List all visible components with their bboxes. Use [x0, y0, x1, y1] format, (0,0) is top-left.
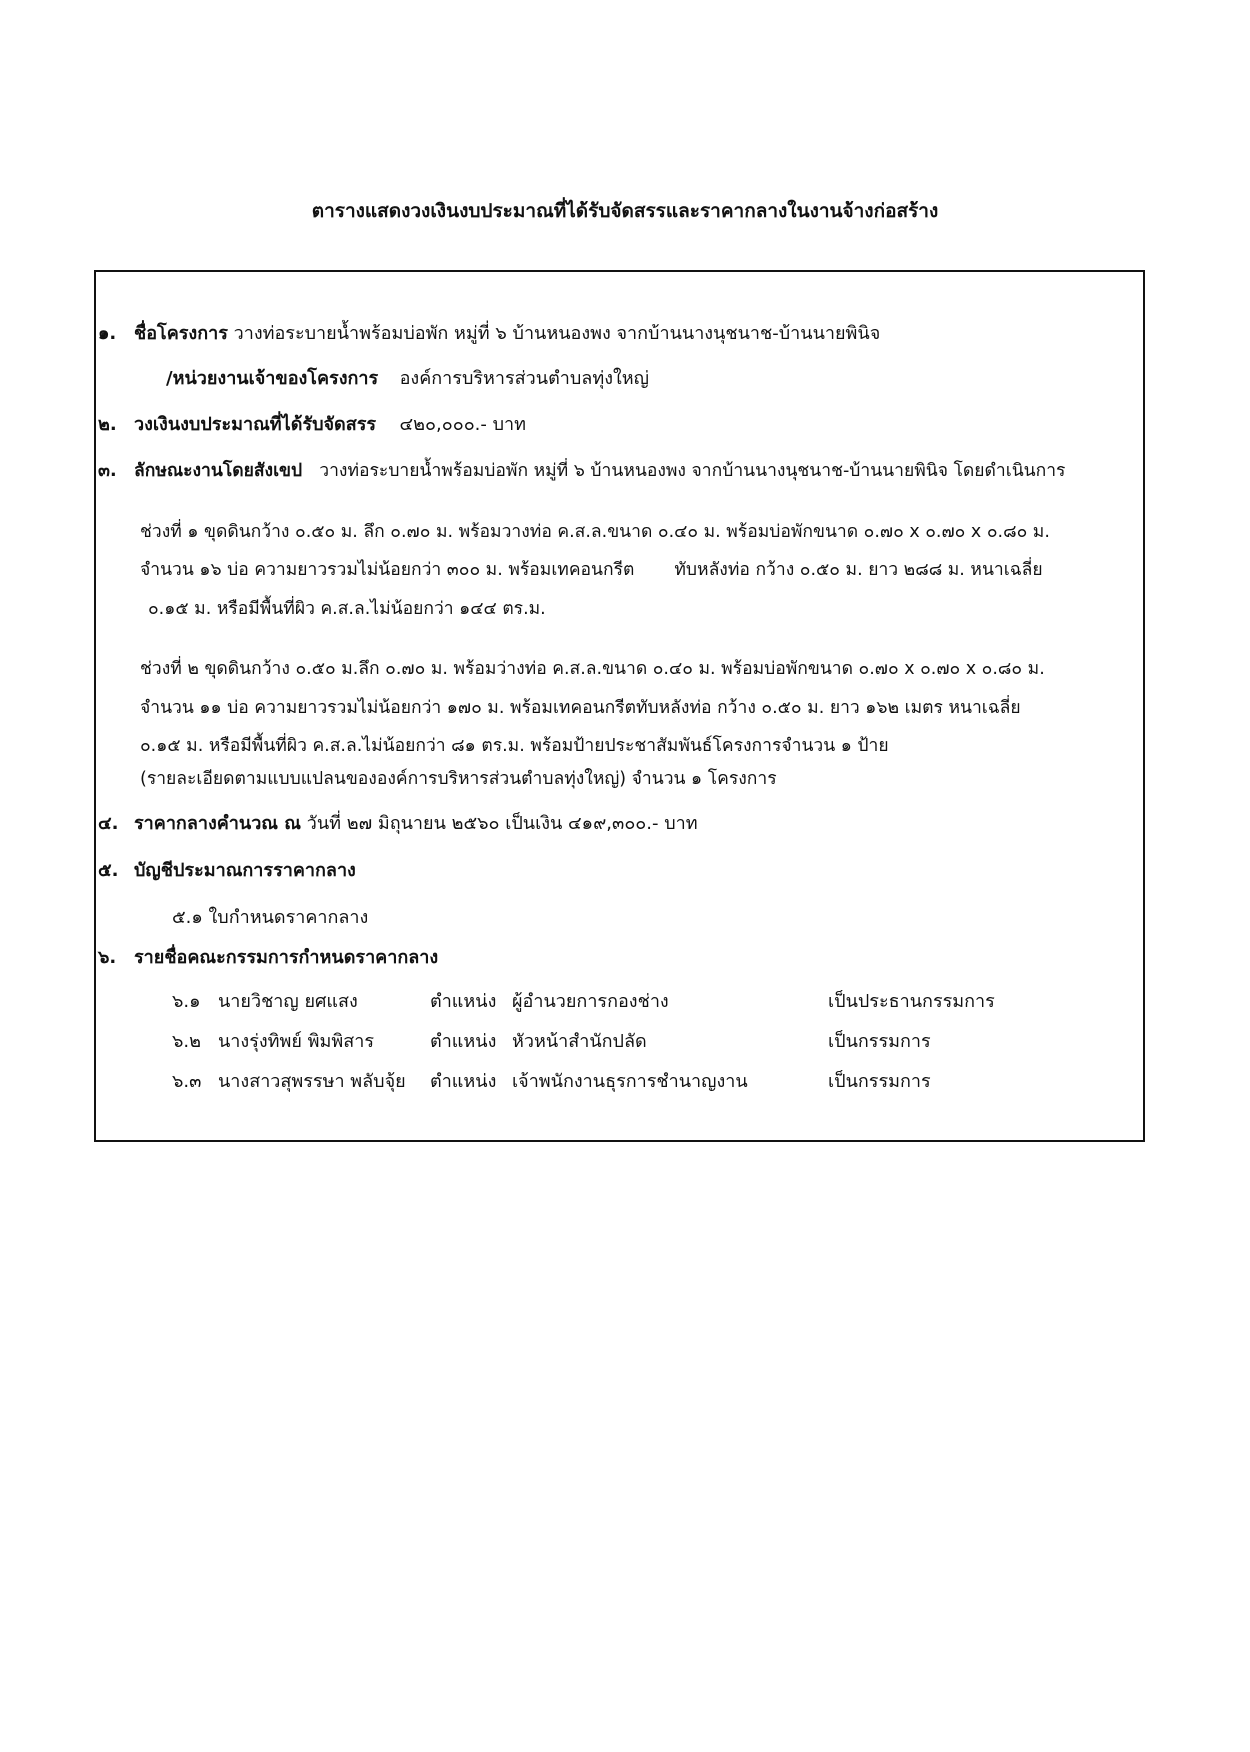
page-title: ตารางแสดงวงเงินงบประมาณที่ได้รับจัดสรรและราคากลางในงานจ้างก่อสร้าง [311, 200, 939, 222]
item-number: ๒. [98, 414, 117, 435]
item-value: ๔๒๐,๐๐๐.- บาท [399, 414, 527, 435]
member-name: นางสาวสุพรรษา พลับจุ้ย [218, 1071, 406, 1092]
section2-line3: ๐.๑๕ ม. หรือมีพื้นที่ผิว ค.ส.ล.ไม่น้อยกว่า ๘๑ ตร.ม. พร้อมป้ายประชาสัมพันธ์โครงการจำนวน ๑ ป้าย [140, 736, 889, 756]
item-value: วางท่อระบายน้ำพร้อมบ่อพัก หมู่ที่ ๖ บ้านหนองพง จากบ้านนางนุชนาช-บ้านนายพินิจ โดยดำเนินการ [319, 461, 1066, 481]
section1-line2-a: จำนวน ๑๖ บ่อ ความยาวรวมไม่น้อยกว่า ๓๐๐ ม. พร้อมเทคอนกรีต [140, 560, 635, 580]
item-label: รายชื่อคณะกรรมการกำหนดราคากลาง [134, 947, 439, 968]
item-number: ๖. [98, 947, 117, 968]
item-estimate-sub: ๕.๑ ใบกำหนดราคากลาง [172, 907, 369, 928]
item-sub-label: /หน่วยงานเจ้าของโครงการ [166, 368, 379, 389]
item-value: วางท่อระบายน้ำพร้อมบ่อพัก หมู่ที่ ๖ บ้านหนองพง จากบ้านนางนุชนาช-บ้านนายพินิจ [233, 323, 881, 344]
member-role: เป็นประธานกรรมการ [828, 991, 995, 1012]
item-label: บัญชีประมาณการราคากลาง [134, 860, 356, 881]
item-project-owner [166, 367, 649, 391]
section1-line2 [140, 558, 1043, 582]
item-number: ๔. [98, 813, 119, 834]
member-index: ๖.๒ [172, 1031, 202, 1052]
member-role: เป็นกรรมการ [828, 1031, 931, 1052]
section1-line3: ๐.๑๕ ม. หรือมีพื้นที่ผิว ค.ส.ล.ไม่น้อยกว่า ๑๔๔ ตร.ม. [148, 599, 546, 619]
member-name: นายวิชาญ ยศแสง [218, 991, 358, 1012]
item-number: ๓. [98, 461, 117, 481]
section2-line2: จำนวน ๑๑ บ่อ ความยาวรวมไม่น้อยกว่า ๑๗๐ ม. พร้อมเทคอนกรีตทับหลังท่อ กว้าง ๐.๕๐ ม. ยาว ๑๖๒ เมตร หนาเฉลี่ย [140, 698, 1021, 718]
member-position: ผู้อำนวยการกองช่าง [512, 991, 669, 1012]
member-role: เป็นกรรมการ [828, 1071, 931, 1092]
item-label: วงเงินงบประมาณที่ได้รับจัดสรร [134, 414, 377, 435]
item-number: ๑. [98, 323, 117, 344]
item-label: ชื่อโครงการ [134, 323, 228, 344]
item-description [98, 459, 1065, 483]
section2-line4: (รายละเอียดตามแบบแปลนขององค์การบริหารส่วนตำบลทุ่งใหญ่) จำนวน ๑ โครงการ [140, 769, 777, 789]
member-position: เจ้าพนักงานธุรการชำนาญงาน [512, 1071, 748, 1092]
item-committee [98, 946, 438, 970]
item-value: วันที่ ๒๗ มิถุนายน ๒๕๖๐ เป็นเงิน ๔๑๙,๓๐๐.- บาท [306, 813, 698, 834]
member-position-label: ตำแหน่ง [430, 1071, 497, 1092]
item-number: ๕. [98, 860, 119, 881]
item-label: ราคากลางคำนวณ ณ [134, 813, 301, 834]
member-index: ๖.๑ [172, 991, 201, 1012]
member-name: นางรุ่งทิพย์ พิมพิสาร [218, 1031, 375, 1052]
member-position: หัวหน้าสำนักปลัด [512, 1031, 647, 1052]
member-index: ๖.๓ [172, 1071, 202, 1092]
item-estimate-list [98, 859, 356, 883]
item-label: ลักษณะงานโดยสังเขป [134, 461, 303, 481]
item-median-price [98, 812, 698, 836]
item-project-name [98, 322, 880, 346]
section1-line2-b: ทับหลังท่อ กว้าง ๐.๕๐ ม. ยาว ๒๘๘ ม. หนาเฉลี่ย [674, 560, 1043, 580]
section2-line1: ช่วงที่ ๒ ขุดดินกว้าง ๐.๕๐ ม.ลึก ๐.๗๐ ม. พร้อมว่างท่อ ค.ส.ล.ขนาด ๐.๔๐ ม. พร้อมบ่อพักขนาด ๐.๗๐ x ๐.๗๐ x ๐.๘๐ ม. [140, 659, 1045, 679]
section1-line1: ช่วงที่ ๑ ขุดดินกว้าง ๐.๕๐ ม. ลึก ๐.๗๐ ม. พร้อมวางท่อ ค.ส.ล.ขนาด ๐.๔๐ ม. พร้อมบ่อพักขนาด ๐.๗๐ x ๐.๗๐ x ๐.๘๐ ม. [140, 522, 1050, 542]
member-position-label: ตำแหน่ง [430, 1031, 497, 1052]
member-position-label: ตำแหน่ง [430, 991, 497, 1012]
item-sub-value: องค์การบริหารส่วนตำบลทุ่งใหญ่ [399, 368, 649, 389]
item-budget [98, 413, 526, 437]
